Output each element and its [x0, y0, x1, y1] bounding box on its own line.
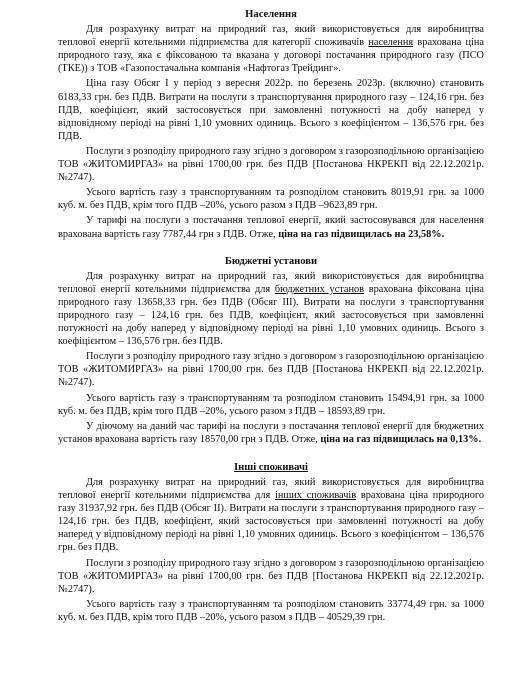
text-span: врахована фіксована ціна природного газу 13658,33 грн. без ПДВ (Обсяг ІІІ). Витрати на послуги з транспортування природного газу – 124,16 грн. без ПДВ, коефіцієнт, який застосовується при замовленні потужності на добу наперед у відповідному періоді на рівні 1,10 умовних одиниць. Всього з коефіцієнтом – 136,576 грн. без ПДВ.	[58, 283, 484, 348]
price-increase-highlight: ціна на газ підвищилась на 23,58%.	[278, 228, 445, 240]
budget-total-paragraph: Усього вартість газу з транспортуванням та розподілом становить 15494,91 грн. за 1000 куб. м. без ПДВ, крім того ПДВ –20%, усього разом з ПДВ – 18593,89 грн.	[58, 392, 484, 417]
budget-intro-paragraph	[58, 270, 484, 349]
population-distribution-paragraph: Послуги з розподілу природного газу згідно з договором з газорозподільною організацією ТОВ «ЖИТОМИРГАЗ» на рівні 1700,00 грн. без ПДВ [Постанова НКРЕКП від 22.12.2021р. №2747).	[58, 145, 484, 184]
spacer	[58, 243, 484, 255]
text-span: Для розрахунку витрат на природний газ, який використовується для виробництва теплової енергії котельними підприємства для	[58, 477, 484, 502]
section-title-population: Населення	[245, 9, 297, 20]
other-distribution-paragraph: Послуги з розподілу природного газу згідно з договором з газорозподільною організацією ТОВ «ЖИТОМИРГАЗ» на рівні 1700,00 грн. без ПДВ [Постанова НКРЕКП від 22.12.2021р. №2747).	[58, 557, 484, 595]
underlined-term: інших споживачів	[274, 490, 357, 502]
budget-distribution-paragraph: Послуги з розподілу природного газу згідно з договором з газорозподільною організацією ТОВ «ЖИТОМИРГАЗ» на рівні 1700,00 грн. без ПДВ [Постанова НКРЕКП від 22.12.2021р. №2747).	[58, 351, 484, 389]
section-title-budget-institutions: Бюджетні установи	[224, 255, 318, 267]
population-intro-paragraph	[58, 23, 484, 75]
population-conclusion-paragraph	[58, 214, 484, 240]
text-span: У тарифі на послуги з постачання теплової енергії, який застосовувався для населення врахована вартість газу 7787,44 грн з ПДВ. Отже,	[58, 215, 484, 240]
underlined-term: населення	[368, 37, 414, 49]
other-intro-paragraph	[58, 476, 484, 555]
budget-conclusion-paragraph	[58, 420, 484, 446]
text-span: Для розрахунку витрат на природний газ, який використовується для виробництва теплової енергії котельними підприємства для категорії споживачів	[58, 24, 484, 49]
text-span: У діючому на даний час тарифі на послуги з постачання теплової енергії для бюджетних установ врахована вартість газу 18570,00 грн з ПДВ. Отже,	[58, 420, 484, 445]
text-span: врахована ціна природного газу, яка є фіксованою та вказана у договорі постачання природного газу (ПСО (ТКЕ)) з ТОВ «Газопостачальна компанія «Нафтогаз Трейдинг».	[58, 37, 484, 75]
section-title-other-consumers: Інші споживачі	[234, 461, 308, 473]
spacer	[58, 448, 484, 461]
text-span: Для розрахунку витрат на природний газ, який використовується для виробництва теплової енергії котельними підприємства для	[58, 270, 484, 295]
population-total-paragraph: Усього вартість газу з транспортуванням та розподілом становить 8019,91 грн. за 1000 куб. м. без ПДВ, крім того ПДВ –20%, усього разом з ПДВ –9623,89 грн.	[58, 187, 484, 212]
other-total-paragraph: Усього вартість газу з транспортуванням та розподілом становить 33774,49 грн. за 1000 куб. м. без ПДВ, крім того ПДВ –20%, усього разом з ПДВ – 40529,39 грн.	[58, 598, 484, 623]
price-increase-highlight: ціна на газ підвищилась на 0,13%.	[320, 433, 482, 445]
underlined-term: бюджетних установ	[274, 283, 364, 295]
text-span: врахована ціна природного газу 31937,92 грн. без ПДВ (Обсяг ІІ). Витрати на послуги з транспортування природного газу – 124,16 грн. без ПДВ, коефіцієнт, який застосовується при замовленні потужності на добу наперед у відповідному періоді на рівні 1,10 умовних одиниць. Всього з коефіцієнтом – 136,576 грн. без ПДВ.	[58, 490, 484, 554]
population-price-paragraph: Ціна газу Обсяг І у період з вересня 2022р. по березень 2023р. (включно) становить 6183,33 грн. без ПДВ. Витрати на послуги з транспортування природного газу – 124,16 грн. без ПДВ, коефіцієнт, який застосовується при замовленні потужності на добу наперед у відповідному періоді на рівні 1,10 умовних одиниць. Всього з коефіцієнтом – 136,576 грн. без ПДВ.	[58, 78, 484, 142]
